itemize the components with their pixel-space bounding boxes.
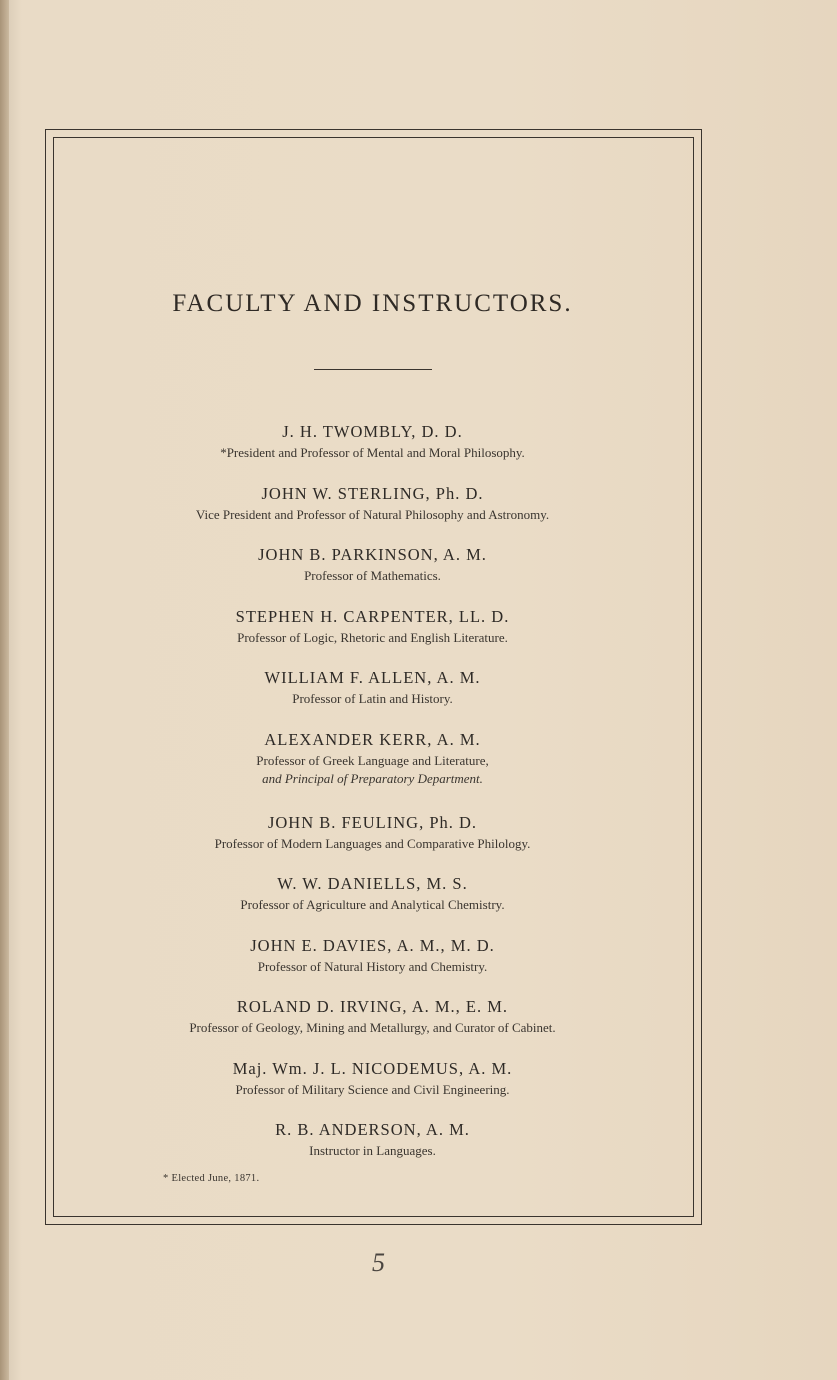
faculty-name: W. W. DANIELLS, M. S.: [277, 874, 468, 893]
faculty-role: Professor of Logic, Rhetoric and English Literature.: [237, 629, 508, 645]
faculty-name: JOHN W. STERLING, Ph. D.: [261, 483, 484, 503]
faculty-role: *President and Professor of Mental and Moral Philosophy.: [220, 445, 525, 460]
faculty-entry: [60, 481, 685, 543]
faculty-name: ALEXANDER KERR, A. M.: [264, 729, 481, 749]
faculty-list: [60, 419, 685, 1179]
faculty-entry: [60, 419, 685, 481]
page-title: FACULTY AND INSTRUCTORS.: [172, 290, 573, 317]
faculty-name: JOHN B. PARKINSON, A. M.: [258, 545, 487, 564]
faculty-name: STEPHEN H. CARPENTER, LL. D.: [235, 606, 510, 626]
book-spine-edge: [0, 0, 9, 1380]
faculty-name: J. H. TWOMBLY, D. D.: [282, 422, 463, 441]
faculty-entry: [60, 1117, 685, 1179]
faculty-name: ROLAND D. IRVING, A. M., E. M.: [236, 997, 509, 1016]
faculty-name: JOHN E. DAVIES, A. M., M. D.: [250, 935, 495, 955]
faculty-role: Professor of Latin and History.: [292, 691, 453, 706]
faculty-role: Professor of Agriculture and Analytical Chemistry.: [240, 897, 505, 912]
title-rule: [314, 369, 432, 370]
faculty-entry: [60, 604, 685, 666]
faculty-entry: [60, 994, 685, 1056]
faculty-role: Vice President and Professor of Natural Philosophy and Astronomy.: [195, 506, 550, 522]
faculty-entry: [60, 871, 685, 933]
faculty-role: Professor of Natural History and Chemistry.: [257, 958, 488, 974]
faculty-role: Professor of Modern Languages and Comparative Philology.: [214, 835, 531, 851]
faculty-entry: [60, 933, 685, 995]
faculty-entry: [60, 1056, 685, 1118]
faculty-role: Instructor in Languages.: [309, 1143, 436, 1158]
faculty-name: Maj. Wm. J. L. NICODEMUS, A. M.: [232, 1058, 513, 1078]
footnote: * Elected June, 1871.: [163, 1173, 260, 1184]
page-number: 5: [372, 1248, 385, 1277]
faculty-entry: [60, 665, 685, 727]
faculty-name: WILLIAM F. ALLEN, A. M.: [264, 668, 481, 687]
faculty-name: JOHN B. FEULING, Ph. D.: [267, 812, 478, 832]
faculty-name: R. B. ANDERSON, A. M.: [275, 1120, 470, 1139]
faculty-role: Professor of Greek Language and Literature,: [256, 752, 489, 768]
faculty-role: Professor of Geology, Mining and Metallurgy, and Curator of Cabinet.: [189, 1020, 556, 1035]
faculty-entry: [60, 542, 685, 604]
faculty-entry: [60, 810, 685, 872]
faculty-role: Professor of Mathematics.: [304, 568, 441, 583]
faculty-role-line2: and Principal of Preparatory Department.: [262, 770, 483, 786]
faculty-entry: [60, 727, 685, 810]
faculty-role: Professor of Military Science and Civil Engineering.: [235, 1081, 510, 1097]
